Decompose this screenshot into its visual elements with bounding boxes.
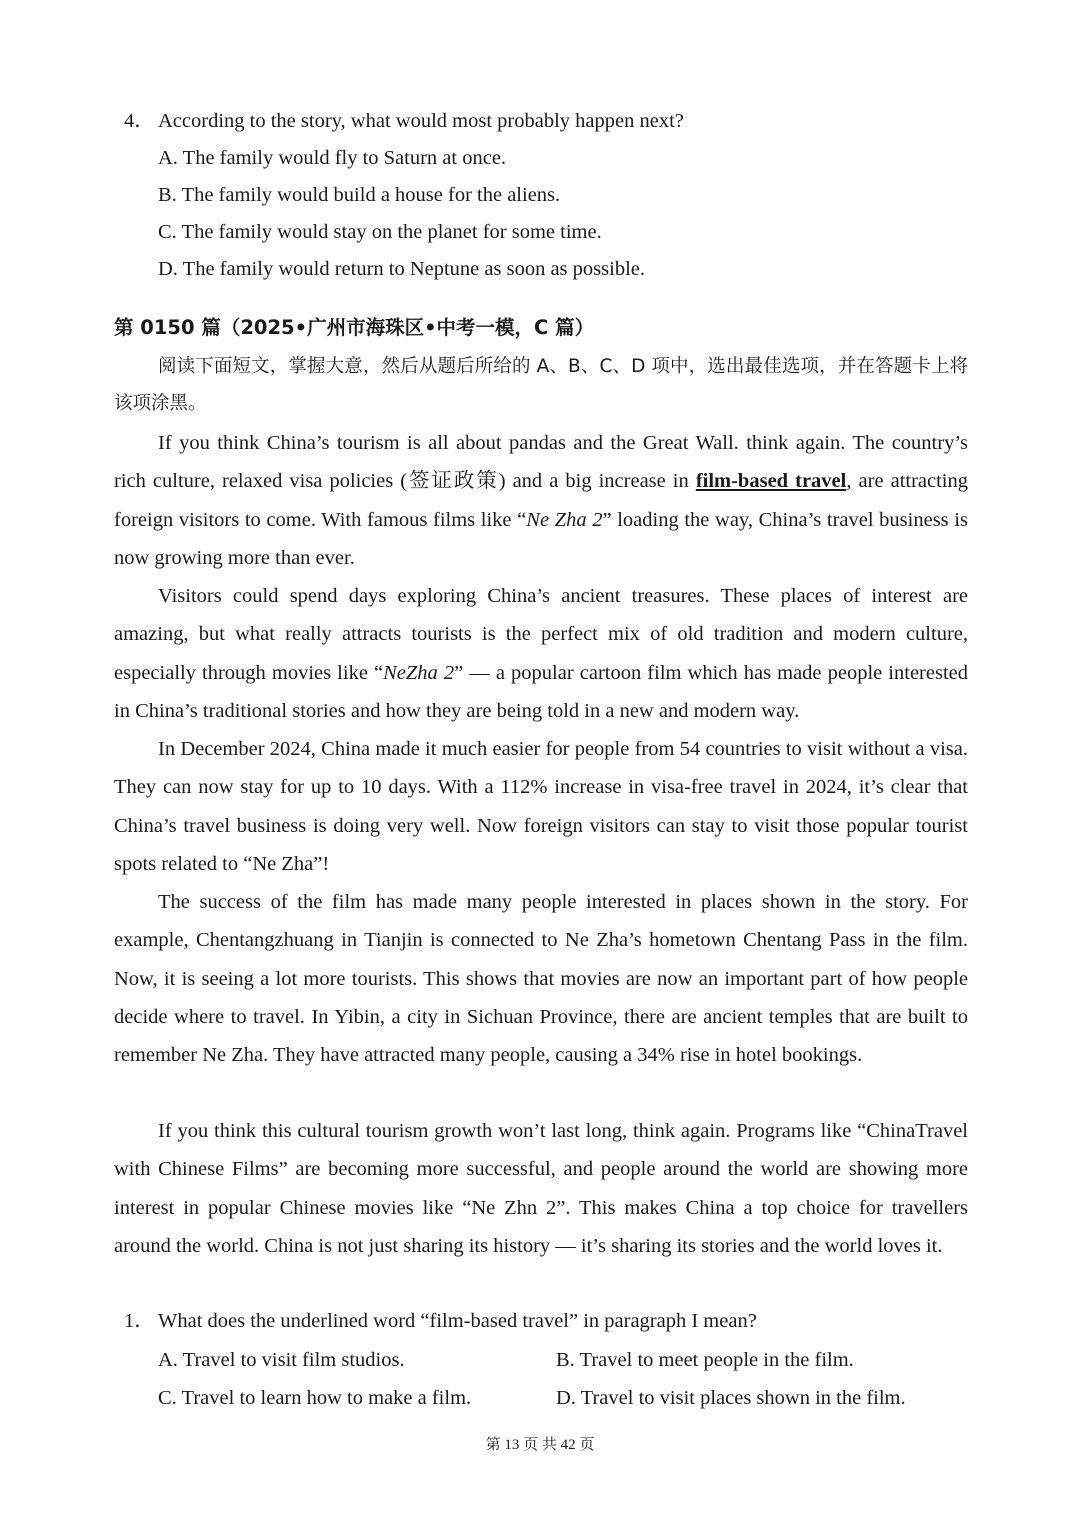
prev-question-stem bbox=[124, 103, 684, 140]
prev-option-a: A. The family would fly to Saturn at once. bbox=[158, 147, 507, 169]
p2-text-a: Visitors could spend days exploring China’s ancient treasures. These places of interest are amazing, but what really attracts tourists is the perfect mix of old tradition and modern culture, especially through movies like “ bbox=[114, 585, 968, 684]
prev-option-c: C. The family would stay on the planet for some time. bbox=[158, 221, 602, 243]
passage-paragraph-4: The success of the film has made many people interested in places shown in the story. For example, Chentangzhuang in Tianjin is connected to Ne Zha’s hometown Chentang Pass in the film. Now, it is seeing a lot more tourists. This shows that movies are now an important part of how people decide where to travel. In Yibin, a city in Sichuan Province, there are ancient temples that are built to remember Ne Zha. They have attracted many people, causing a 34% rise in hotel bookings. bbox=[114, 891, 968, 1067]
p1-text-b: , are attracting foreign visitors to come. With famous films like “ bbox=[114, 470, 968, 531]
film-title: Ne Zha 2 bbox=[526, 508, 603, 531]
film-title: NeZha 2 bbox=[383, 661, 455, 684]
question-1-stem bbox=[124, 1303, 757, 1340]
question-number: 1． bbox=[124, 1310, 155, 1332]
q1-option-d: D. Travel to visit places shown in the film. bbox=[556, 1387, 906, 1409]
section-instruction: 阅读下面短文，掌握大意，然后从题后所给的 A、B、C、D 项中，选出最佳选项，并在答题卡上将该项涂黑。 bbox=[114, 356, 968, 414]
q1-option-a: A. Travel to visit film studios. bbox=[158, 1349, 405, 1371]
underlined-phrase: film-based travel bbox=[695, 470, 847, 493]
section-heading: 第 0150 篇（2025•广州市海珠区•中考一模，C 篇） bbox=[114, 316, 595, 339]
q1-option-b: B. Travel to meet people in the film. bbox=[556, 1349, 854, 1371]
prev-option-d: D. The family would return to Neptune as soon as possible. bbox=[158, 258, 645, 280]
page-footer: 第 13 页 共 42 页 bbox=[485, 1437, 595, 1453]
question-number: 4． bbox=[124, 110, 155, 132]
passage-paragraph-3: In December 2024, China made it much easier for people from 54 countries to visit without a visa. They can now stay for up to 10 days. With a 112% increase in visa-free travel in 2024, it’s clear that China’s travel business is doing very well. Now foreign visitors can stay to visit those popular tourist spots related to “Ne Zha”! bbox=[114, 738, 968, 875]
question-text: What does the underlined word “film-based travel” in paragraph I mean? bbox=[158, 1310, 757, 1332]
question-text: According to the story, what would most probably happen next? bbox=[158, 110, 684, 132]
p1-text-a: If you think China’s tourism is all about pandas and the Great Wall. think again. The country’s rich culture, relaxed visa policies (签证政策) and a big increase in bbox=[114, 432, 968, 493]
passage-paragraph-5: If you think this cultural tourism growth won’t last long, think again. Programs like “ChinaTravel with Chinese Films” are becoming more successful, and people around the world are showing more interest in popular Chinese movies like “Ne Zhn 2”. This makes China a top choice for travellers around the world. China is not just sharing its history — it’s sharing its stories and the world loves it. bbox=[114, 1120, 968, 1257]
q1-option-c: C. Travel to learn how to make a film. bbox=[158, 1387, 472, 1409]
prev-option-b: B. The family would build a house for the aliens. bbox=[158, 184, 561, 206]
p2-text-b: ” — a popular cartoon film which has made people interested in China’s traditional stories and how they are being told in a new and modern way. bbox=[114, 661, 968, 722]
p1-text-c: ” loading the way, China’s travel business is now growing more than ever. bbox=[114, 508, 968, 569]
passage-paragraph-1 bbox=[114, 424, 968, 577]
passage-paragraph-2 bbox=[114, 577, 968, 730]
